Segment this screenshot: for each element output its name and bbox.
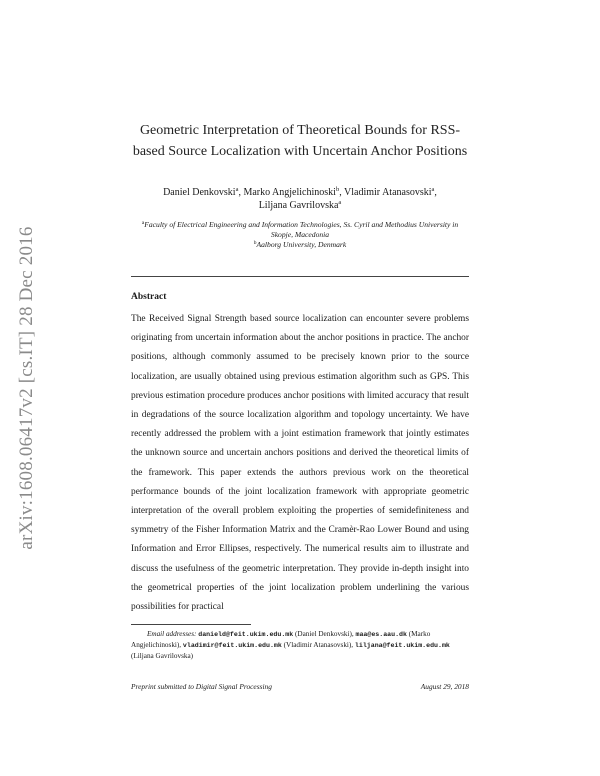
- abstract-text: The Received Signal Strength based source localization can encounter severe problems originating from uncertain information about the anchor positions in practice. The anchor positions, although commonly assumed to be precisely known prior to the source localization, are usually obtained using previous estimation algorithm such as GPS. This previous estimation procedure produces anchor positions with limited accuracy that result in degradations of the source localization algorithm and topology uncertainty. We have recently addressed the problem with a joint estimation framework that jointly estimates the unknown source and uncertain anchors positions and derived the theoretical limits of the framework. This paper extends the authors previous work on the theoretical performance bounds of the joint localization framework with appropriate geometric interpretation of the overall problem exploiting the properties of semidefiniteness and symmetry of the Fisher Information Matrix and the Cramèr-Rao Lower Bound and using Information and Error Ellipses, respectively. The numerical results aim to illustrate and discuss the usefulness of the geometric interpretation. They provide in-depth insight into the geometrical properties of the joint localization problem underlining the various possibilities for practical: [131, 314, 469, 613]
- email-footnote: [131, 629, 469, 661]
- abstract-heading: Abstract: [131, 292, 167, 302]
- email-entry: liljana@feit.ukim.edu.mk (Liljana Gavrilovska): [131, 642, 450, 660]
- affiliations: [131, 220, 469, 250]
- email-link[interactable]: maa@es.aau.dk: [355, 631, 407, 638]
- affiliation: $^b$Aalborg University, Denmark: [253, 240, 347, 249]
- author: Marko Angjelichinoski$^b$,: [243, 186, 345, 198]
- footnote-divider: [131, 624, 251, 625]
- email-entry: danield@feit.ukim.edu.mk (Daniel Denkovski),: [198, 630, 354, 638]
- email-link[interactable]: vladimir@feit.ukim.edu.mk: [182, 642, 282, 649]
- author: Vladimir Atanasovski$^a$,: [344, 186, 437, 198]
- arxiv-stamp: arXiv:1608.06417v2 [cs.IT] 28 Dec 2016: [16, 226, 37, 550]
- email-entry: vladimir@feit.ukim.edu.mk (Vladimir Atanasovski),: [182, 641, 354, 649]
- email-link[interactable]: liljana@feit.ukim.edu.mk: [354, 642, 450, 649]
- footnote-label: Email addresses:: [147, 630, 197, 638]
- email-entry: maa@es.aau.dk (Marko Angjelichinoski),: [131, 630, 431, 649]
- email-link[interactable]: danield@feit.ukim.edu.mk: [198, 631, 294, 638]
- author: Daniel Denkovski$^a$,: [163, 186, 244, 198]
- paper-title: Geometric Interpretation of Theoretical Bounds for RSS-based Source Localization with Uncertain Anchor Positions: [132, 123, 468, 159]
- footer-date: August 29, 2018: [420, 682, 469, 691]
- preprint-note: Preprint submitted to Digital Signal Processing: [131, 682, 272, 691]
- author: Liljana Gavrilovska$^a$: [258, 199, 342, 211]
- top-divider: [131, 276, 469, 277]
- affiliation: $^a$Faculty of Electrical Engineering and Information Technologies, Ss. Cyril and Methodius University in Skopje, Macedonia: [141, 220, 459, 239]
- author-list: [131, 186, 469, 212]
